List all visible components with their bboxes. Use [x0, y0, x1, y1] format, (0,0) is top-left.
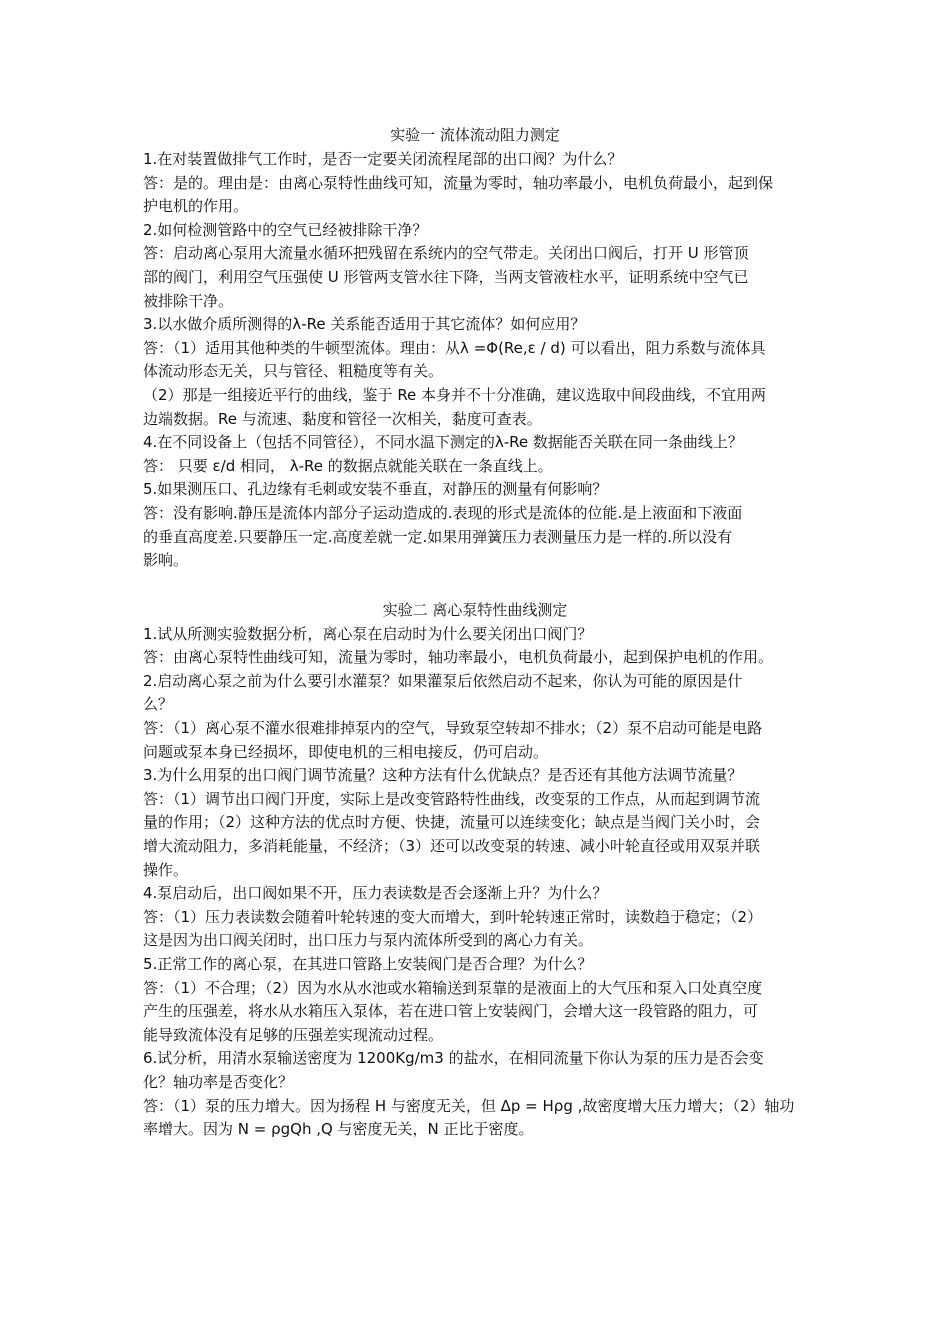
s2-question-1: 1.试从所测实验数据分析，离心泵在启动时为什么要关闭出口阀门？ — [143, 624, 593, 643]
s2-answer-4-line-2: 这是因为出口阀关闭时，出口压力与泵内流体所受到的离心力有关。 — [143, 931, 594, 950]
s1-question-2: 2.如何检测管路中的空气已经被排除干净？ — [143, 220, 428, 239]
s2-answer-3-line-3: 增大流动阻力，多消耗能量，不经济；（3）还可以改变泵的转速、减小叶轮直径或用双泵并联 — [143, 837, 761, 856]
section-2-title: 实验二 离心泵特性曲线测定 — [382, 600, 568, 619]
s1-answer-5-line-3: 影响。 — [143, 551, 189, 570]
s1-answer-3-line-4: 边端数据。Re 与流速、黏度和管径一次相关，黏度可查表。 — [143, 409, 542, 428]
s2-answer-5-line-1: 答：（1）不合理；（2）因为水从水池或水箱输送到泵靠的是液面上的大气压和泵入口处真空度 — [143, 978, 763, 997]
s2-question-5: 5.正常工作的离心泵，在其进口管路上安装阀门是否合理？为什么？ — [143, 955, 593, 973]
s1-answer-4-line-1: 答： 只要 ε/d 相同， λ-Re 的数据点就能关联在一条直线上。 — [143, 456, 553, 475]
s2-question-4: 4.泵启动后，出口阀如果不开，压力表读数是否会逐渐上升？为什么？ — [143, 884, 608, 903]
s1-answer-1-line-1: 答：是的。理由是：由离心泵特性曲线可知，流量为零时，轴功率最小，电机负荷最小，起到保 — [143, 173, 774, 192]
s2-answer-3-line-1: 答：（1）调节出口阀门开度，实际上是改变管路特性曲线，改变泵的工作点，从而起到调节流 — [143, 789, 761, 808]
s1-question-3: 3.以水做介质所测得的λ-Re 关系能否适用于其它流体？如何应用？ — [143, 315, 586, 334]
section-1-title: 实验一 流体流动阻力测定 — [390, 126, 560, 144]
s2-answer-2-line-1: 答：（1）离心泵不灌水很难排掉泵内的空气，导致泵空转却不排水；（2）泵不启动可能是电路 — [143, 719, 763, 738]
s2-answer-1-line-1: 答：由离心泵特性曲线可知，流量为零时，轴功率最小，电机负荷最小，起到保护电机的作用。 — [143, 648, 774, 667]
s1-answer-3-line-2: 体流动形态无关，只与管径、粗糙度等有关。 — [143, 362, 444, 381]
s1-answer-2-line-3: 被排除干净。 — [143, 291, 234, 310]
s2-answer-6-line-2: 率增大。因为 N = ρgQh ,Q 与密度无关，N 正比于密度。 — [143, 1120, 534, 1139]
s1-question-4: 4.在不同设备上（包括不同管径），不同水温下测定的λ-Re 数据能否关联在同一条曲线上？ — [143, 433, 743, 452]
s1-question-1: 1.在对装置做排气工作时，是否一定要关闭流程尾部的出口阀？为什么？ — [143, 150, 623, 168]
s1-answer-2-line-2: 部的阀门，利用空气压强使 U 形管两支管水往下降，当两支管液柱水平，证明系统中空气已 — [143, 267, 749, 286]
s2-answer-4-line-1: 答：（1）压力表读数会随着叶轮转速的变大而增大，到叶轮转速正常时，读数趋于稳定；（2） — [143, 907, 763, 926]
s2-question-6-cont: 化？轴功率是否变化？ — [143, 1072, 294, 1091]
s2-answer-3-line-2: 量的作用；（2）这种方法的优点时方便、快捷，流量可以连续变化；缺点是当阀门关小时，会 — [143, 813, 761, 832]
s2-question-2: 2.启动离心泵之前为什么要引水灌泵？如果灌泵后依然启动不起来，你认为可能的原因是什 — [143, 671, 743, 690]
s2-answer-3-line-4: 操作。 — [143, 860, 189, 879]
s2-answer-2-line-2: 问题或泵本身已经损坏，即使电机的三相电接反，仍可启动。 — [143, 742, 549, 761]
s2-question-6: 6.试分析，用清水泵输送密度为 1200Kg/m3 的盐水，在相同流量下你认为泵的压力是否会变 — [143, 1049, 764, 1068]
s1-answer-2-line-1: 答：启动离心泵用大流量水循环把残留在系统内的空气带走。关闭出口阀后，打开 U 形管顶 — [143, 244, 749, 263]
s2-answer-5-line-3: 能导致流体没有足够的压强差实现流动过程。 — [143, 1025, 444, 1044]
s1-answer-5-line-1: 答：没有影响.静压是流体内部分子运动造成的.表现的形式是流体的位能.是上液面和下液面 — [143, 503, 743, 522]
s1-question-5: 5.如果测压口、孔边缘有毛刺或安装不垂直，对静压的测量有何影响？ — [143, 480, 608, 499]
s1-answer-5-line-2: 的垂直高度差.只要静压一定.高度差就一定.如果用弹簧压力表测量压力是一样的.所以没有 — [143, 527, 733, 546]
s2-answer-6-line-1: 答：（1）泵的压力增大。因为扬程 H 与密度无关，但 Δp = Hρg ,故密度增大压力增大；（2）轴功 — [143, 1096, 795, 1115]
s2-question-3: 3.为什么用泵的出口阀门调节流量？这种方法有什么优缺点？是否还有其他方法调节流量？ — [143, 766, 743, 785]
s1-answer-3-line-3: （2）那是一组接近平行的曲线，鉴于 Re 本身并不十分准确，建议选取中间段曲线，不宜用两 — [143, 385, 767, 404]
s2-answer-5-line-2: 产生的压强差，将水从水箱压入泵体，若在进口管上安装阀门，会增大这一段管路的阻力，可 — [143, 1002, 759, 1021]
s1-answer-3-line-1: 答：（1）适用其他种类的牛顿型流体。理由：从λ =Φ(Re,ε / d) 可以看出，阻力系数与流体具 — [143, 338, 766, 357]
s2-question-2-cont: 么？ — [143, 695, 174, 714]
section-spacer — [143, 573, 807, 597]
s1-answer-1-line-2: 护电机的作用。 — [143, 197, 249, 216]
document-page — [143, 122, 807, 1142]
